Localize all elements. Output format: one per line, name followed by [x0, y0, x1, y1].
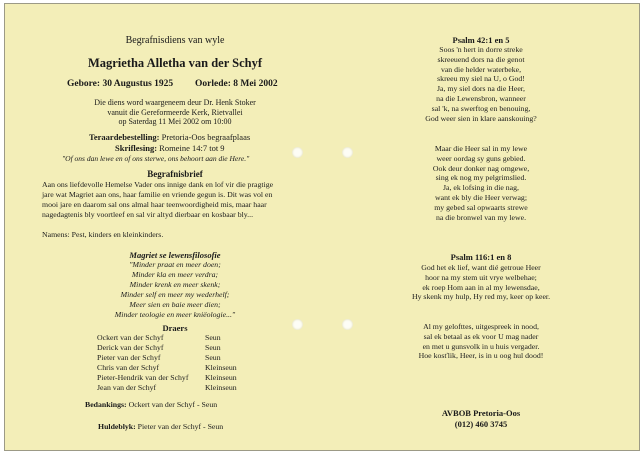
- motto-line: Minder teologie en meer kniëologie...": [114, 310, 236, 319]
- verse-line: Ja, my siel dors na die Heer,: [436, 84, 526, 94]
- bearer-row: [97, 353, 267, 363]
- verse-line: Soos 'n hert in dorre streke: [439, 45, 523, 54]
- bearer-name: Pieter-Hendrik van der Schyf: [97, 373, 189, 382]
- bearer-name: Pieter van der Schyf: [97, 353, 161, 362]
- verse-line: Ja, ek lofsing in die nag,: [442, 183, 519, 193]
- thanks-line: [85, 400, 217, 409]
- bearer-relation: Seun: [205, 343, 221, 352]
- bearer-relation: Seun: [205, 353, 221, 362]
- verse-line: skreeu my siel na U, o God!: [437, 74, 525, 84]
- motto-line: Minder krenk en meer skenk;: [129, 280, 221, 289]
- verse-line: Al my gelofttes, uitgespreek in nood,: [423, 322, 539, 331]
- punch-hole-bottom-left: [292, 319, 303, 330]
- birth-date: Gebore: 30 Augustus 1925: [67, 79, 174, 89]
- verse-line: want ek bly die Heer verwag;: [434, 192, 527, 202]
- verse-line: Hoe kosťlik, Heer, is in u oog hul dood!: [418, 351, 544, 361]
- funeral-label: Teraardebestelling:: [89, 132, 160, 142]
- names-line: Namens: Pest, kinders en kleinkinders.: [42, 230, 164, 239]
- thanks-label: Bedankings:: [85, 400, 127, 409]
- bearer-row: [97, 383, 267, 393]
- verse-line: skreeuend dors na die genot: [437, 54, 525, 64]
- funeral-home-phone: (012) 460 3745: [454, 419, 508, 429]
- verse-line: God het ek lief, want dié getroue Heer: [421, 263, 541, 272]
- funeral-text: Pretoria-Oos begraafplaas: [161, 132, 251, 142]
- verse-line: van die helder waterbeke,: [440, 64, 522, 74]
- psalm-116-heading: Psalm 116:1 en 8: [450, 252, 512, 262]
- service-line: vanuit die Gereformeerde Kerk, Rietvallei: [107, 107, 243, 117]
- bearer-row: [97, 333, 267, 343]
- tribute-label: Huldeblyk:: [98, 422, 136, 431]
- funeral-home-name: AVBOB Pretoria-Oos: [441, 408, 521, 418]
- tribute-text: Pieter van der Schyf - Seun: [137, 422, 224, 431]
- bearer-row: [97, 363, 267, 373]
- letter-body: [42, 180, 273, 220]
- verse-line: God weer sien in klare aanskouing?: [425, 113, 537, 123]
- bearer-relation: Kleinseun: [205, 373, 237, 382]
- bearer-relation: Kleinseun: [205, 363, 237, 372]
- psalm-42-verse-5: [371, 144, 591, 222]
- verse-line: sal ek betaal as ek voor U mag nader: [423, 331, 539, 341]
- bearers-list: [97, 333, 267, 393]
- scripture-label: Skriflesing:: [115, 143, 158, 153]
- death-date: Oorlede: 8 Mei 2002: [195, 79, 278, 89]
- verse-line: sing ek nog my pelgrimslied.: [435, 173, 527, 183]
- letter-line: jare wat Magriet aan ons, haar familie en vriende gegun is. Dit was vol en: [42, 190, 273, 199]
- verse-line: weer oordag sy guns gebied.: [436, 153, 526, 163]
- letter-line: mooi jare en daarom sal ons almal haar teenwoordigheid mis, maar haar: [42, 200, 267, 209]
- bearer-row: [97, 343, 267, 353]
- bearer-name: Derick van der Schyf: [97, 343, 164, 352]
- service-line: Die diens word waargeneem deur Dr. Henk Stoker: [94, 98, 256, 107]
- deceased-name: Magrietha Alletha van der Schyf: [87, 56, 263, 70]
- verse-line: na die bronwel van my lewe.: [435, 212, 527, 222]
- verse-line: Ook deur donker nag omgewe,: [432, 163, 530, 173]
- verse-line: na die Lewensbron, wanneer: [436, 93, 526, 103]
- scripture-quote: "Of ons dan lewe en of ons sterwe, ons behoort aan die Here.": [62, 154, 250, 163]
- funeral-program-sheet: [4, 3, 640, 451]
- verse-line: ek roep Hom aan in al my lewensdae,: [422, 282, 540, 292]
- letter-line: nagedagtenis bly voortleef en sal vir altyd dierbaar en kosbaar bly...: [42, 210, 254, 219]
- verse-line: Maar die Heer sal in my lewe: [434, 144, 528, 153]
- verse-line: en met u gunsvolk in u huis vergader.: [422, 341, 540, 351]
- thanks-text: Ockert van der Schyf - Seun: [128, 400, 218, 409]
- motto-heading: Magriet se lewensfilosofie: [129, 250, 221, 260]
- motto-line: Minder self en meer my wederhelf;: [120, 290, 230, 299]
- bearer-relation: Seun: [205, 333, 221, 342]
- verse-line: Hy skenk my hulp, Hy red my, keer op keer.: [411, 292, 551, 302]
- verse-line: my gebed sal opwaarts strewe: [434, 202, 528, 212]
- psalm-116-verse-8: [351, 322, 611, 361]
- tribute-line: [98, 422, 223, 431]
- motto-line: Minder kla en meer verdra;: [131, 270, 219, 279]
- punch-hole-top-left: [292, 147, 303, 158]
- letter-heading: Begrafnisbrief: [147, 169, 203, 179]
- psalm-42-heading: Psalm 42:1 en 5: [452, 35, 510, 45]
- motto-line: Meer sien en baie meer dien;: [129, 300, 221, 309]
- service-line: op Saterdag 11 Mei 2002 om 10:00: [118, 117, 232, 126]
- punch-hole-top-right: [342, 147, 353, 158]
- psalm-42-verse-1: [371, 45, 591, 123]
- bearer-row: [97, 373, 267, 383]
- bearer-name: Ockert van der Schyf: [97, 333, 164, 342]
- motto-body: [65, 260, 285, 320]
- bearer-name: Jean van der Schyf: [97, 383, 157, 392]
- psalm-116-verse-1: [351, 263, 611, 302]
- service-title: Begrafnisdiens van wyle: [125, 35, 225, 46]
- letter-line: Aan ons liefdevolle Hemelse Vader ons innige dank en lof vir die pragtige: [42, 180, 274, 189]
- motto-line: "Minder praat en meer doen;: [129, 260, 221, 269]
- bearer-name: Chris van der Schyf: [97, 363, 160, 372]
- verse-line: hoor na my stem uit vrye welbehae;: [425, 272, 537, 282]
- scripture-line: [115, 143, 225, 153]
- service-info: [65, 98, 285, 127]
- bearers-heading: Draers: [162, 323, 188, 333]
- funeral-line: [89, 132, 250, 142]
- bearer-relation: Kleinseun: [205, 383, 237, 392]
- verse-line: sal 'k, na swerftog en benouing,: [431, 103, 531, 113]
- scripture-text: Romeine 14:7 tot 9: [159, 143, 225, 153]
